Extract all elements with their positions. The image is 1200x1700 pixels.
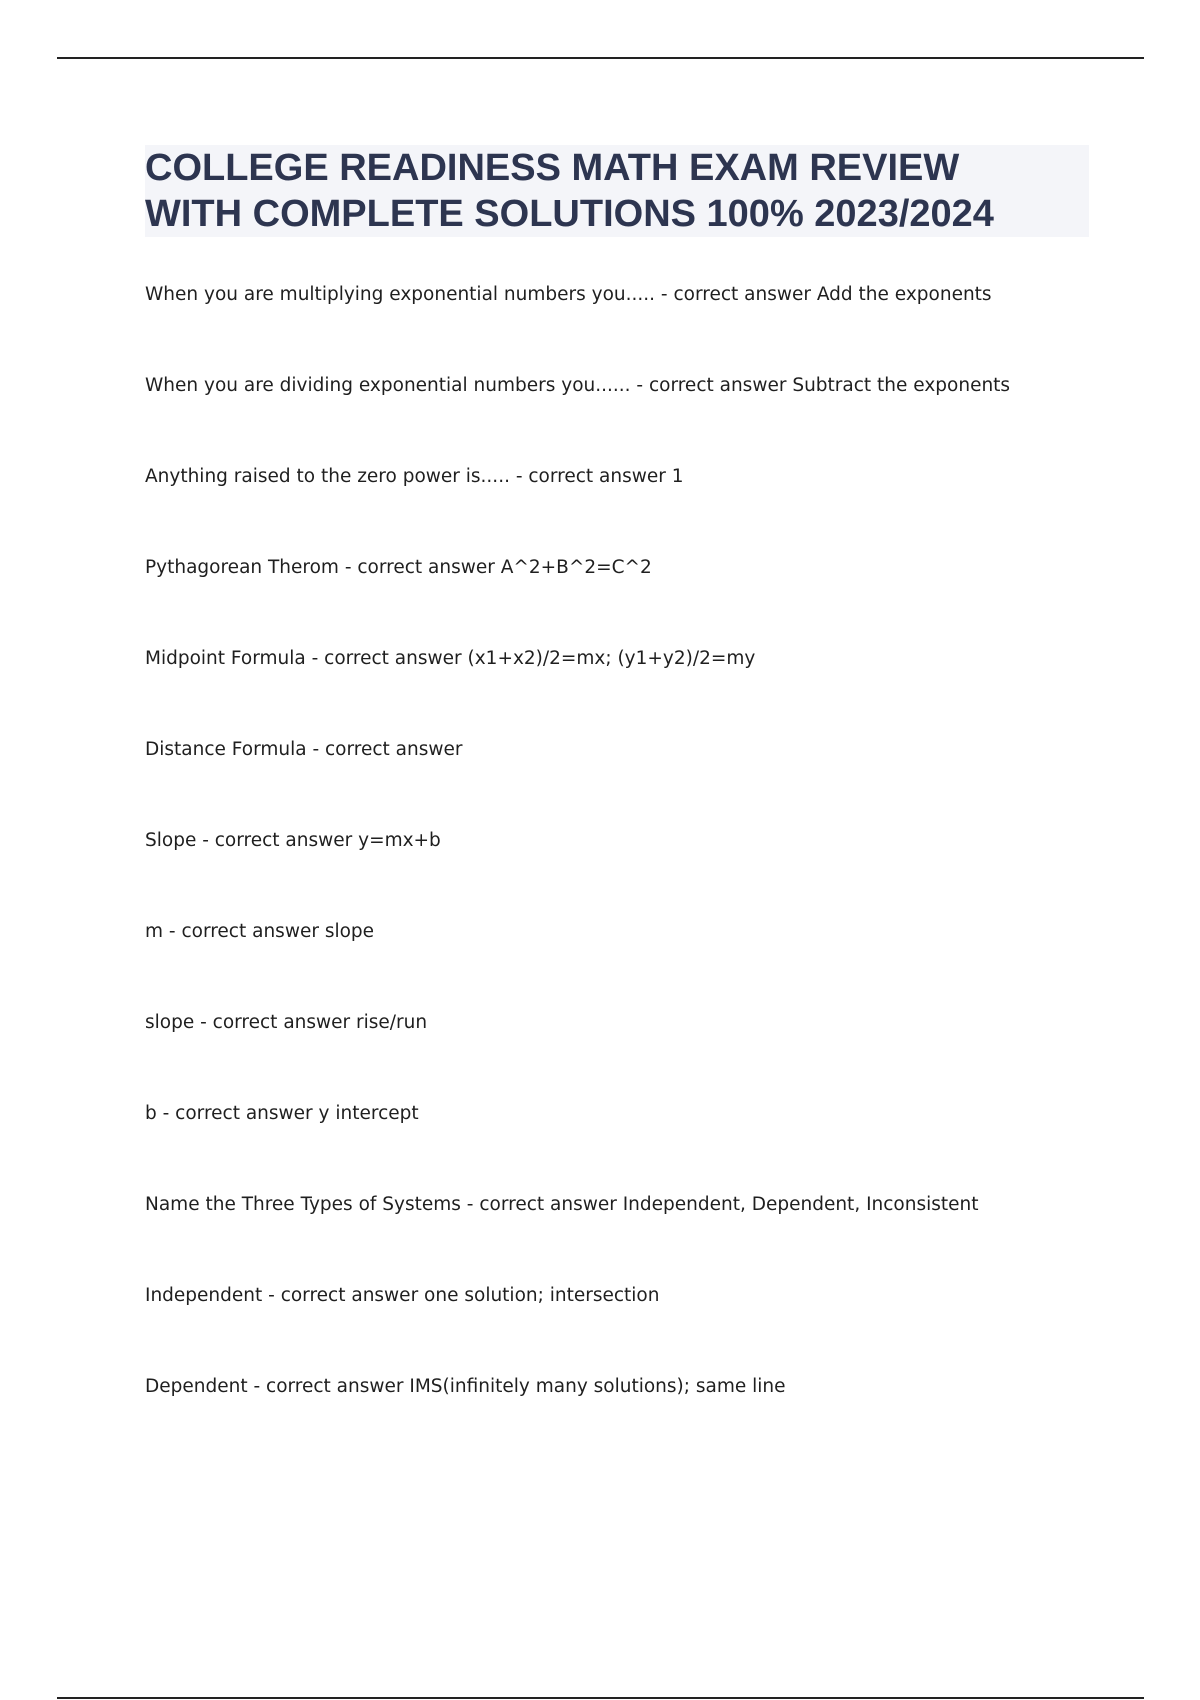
- qa-item-zero-power: Anything raised to the zero power is..... - correct answer 1: [145, 466, 684, 487]
- bottom-rule: [57, 1697, 1144, 1699]
- qa-item-dividing-exponents: When you are dividing exponential numbers you...... - correct answer Subtract the exponents: [145, 375, 1011, 396]
- qa-item-slope-formula: Slope - correct answer y=mx+b: [145, 830, 441, 851]
- top-rule: [57, 57, 1144, 59]
- qa-item-system-types: Name the Three Types of Systems - correct answer Independent, Dependent, Inconsistent: [145, 1194, 979, 1215]
- qa-item-slope-definition: slope - correct answer rise/run: [145, 1012, 428, 1033]
- qa-item-distance: Distance Formula - correct answer: [145, 739, 463, 760]
- title-line-2: WITH COMPLETE SOLUTIONS 100% 2023/2024: [145, 193, 994, 235]
- qa-item-multiplying-exponents: When you are multiplying exponential numbers you..... - correct answer Add the exponents: [145, 284, 992, 305]
- title-line-1: COLLEGE READINESS MATH EXAM REVIEW: [145, 147, 960, 189]
- qa-item-midpoint: Midpoint Formula - correct answer (x1+x2)/2=mx; (y1+y2)/2=my: [145, 648, 756, 669]
- qa-item-independent: Independent - correct answer one solution; intersection: [145, 1285, 660, 1306]
- qa-item-dependent: Dependent - correct answer IMS(infinitely many solutions); same line: [145, 1376, 786, 1397]
- qa-item-m: m - correct answer slope: [145, 921, 375, 942]
- document-title: [145, 145, 1089, 237]
- qa-item-b: b - correct answer y intercept: [145, 1103, 419, 1124]
- qa-item-pythagorean: Pythagorean Therom - correct answer A^2+B^2=C^2: [145, 557, 652, 578]
